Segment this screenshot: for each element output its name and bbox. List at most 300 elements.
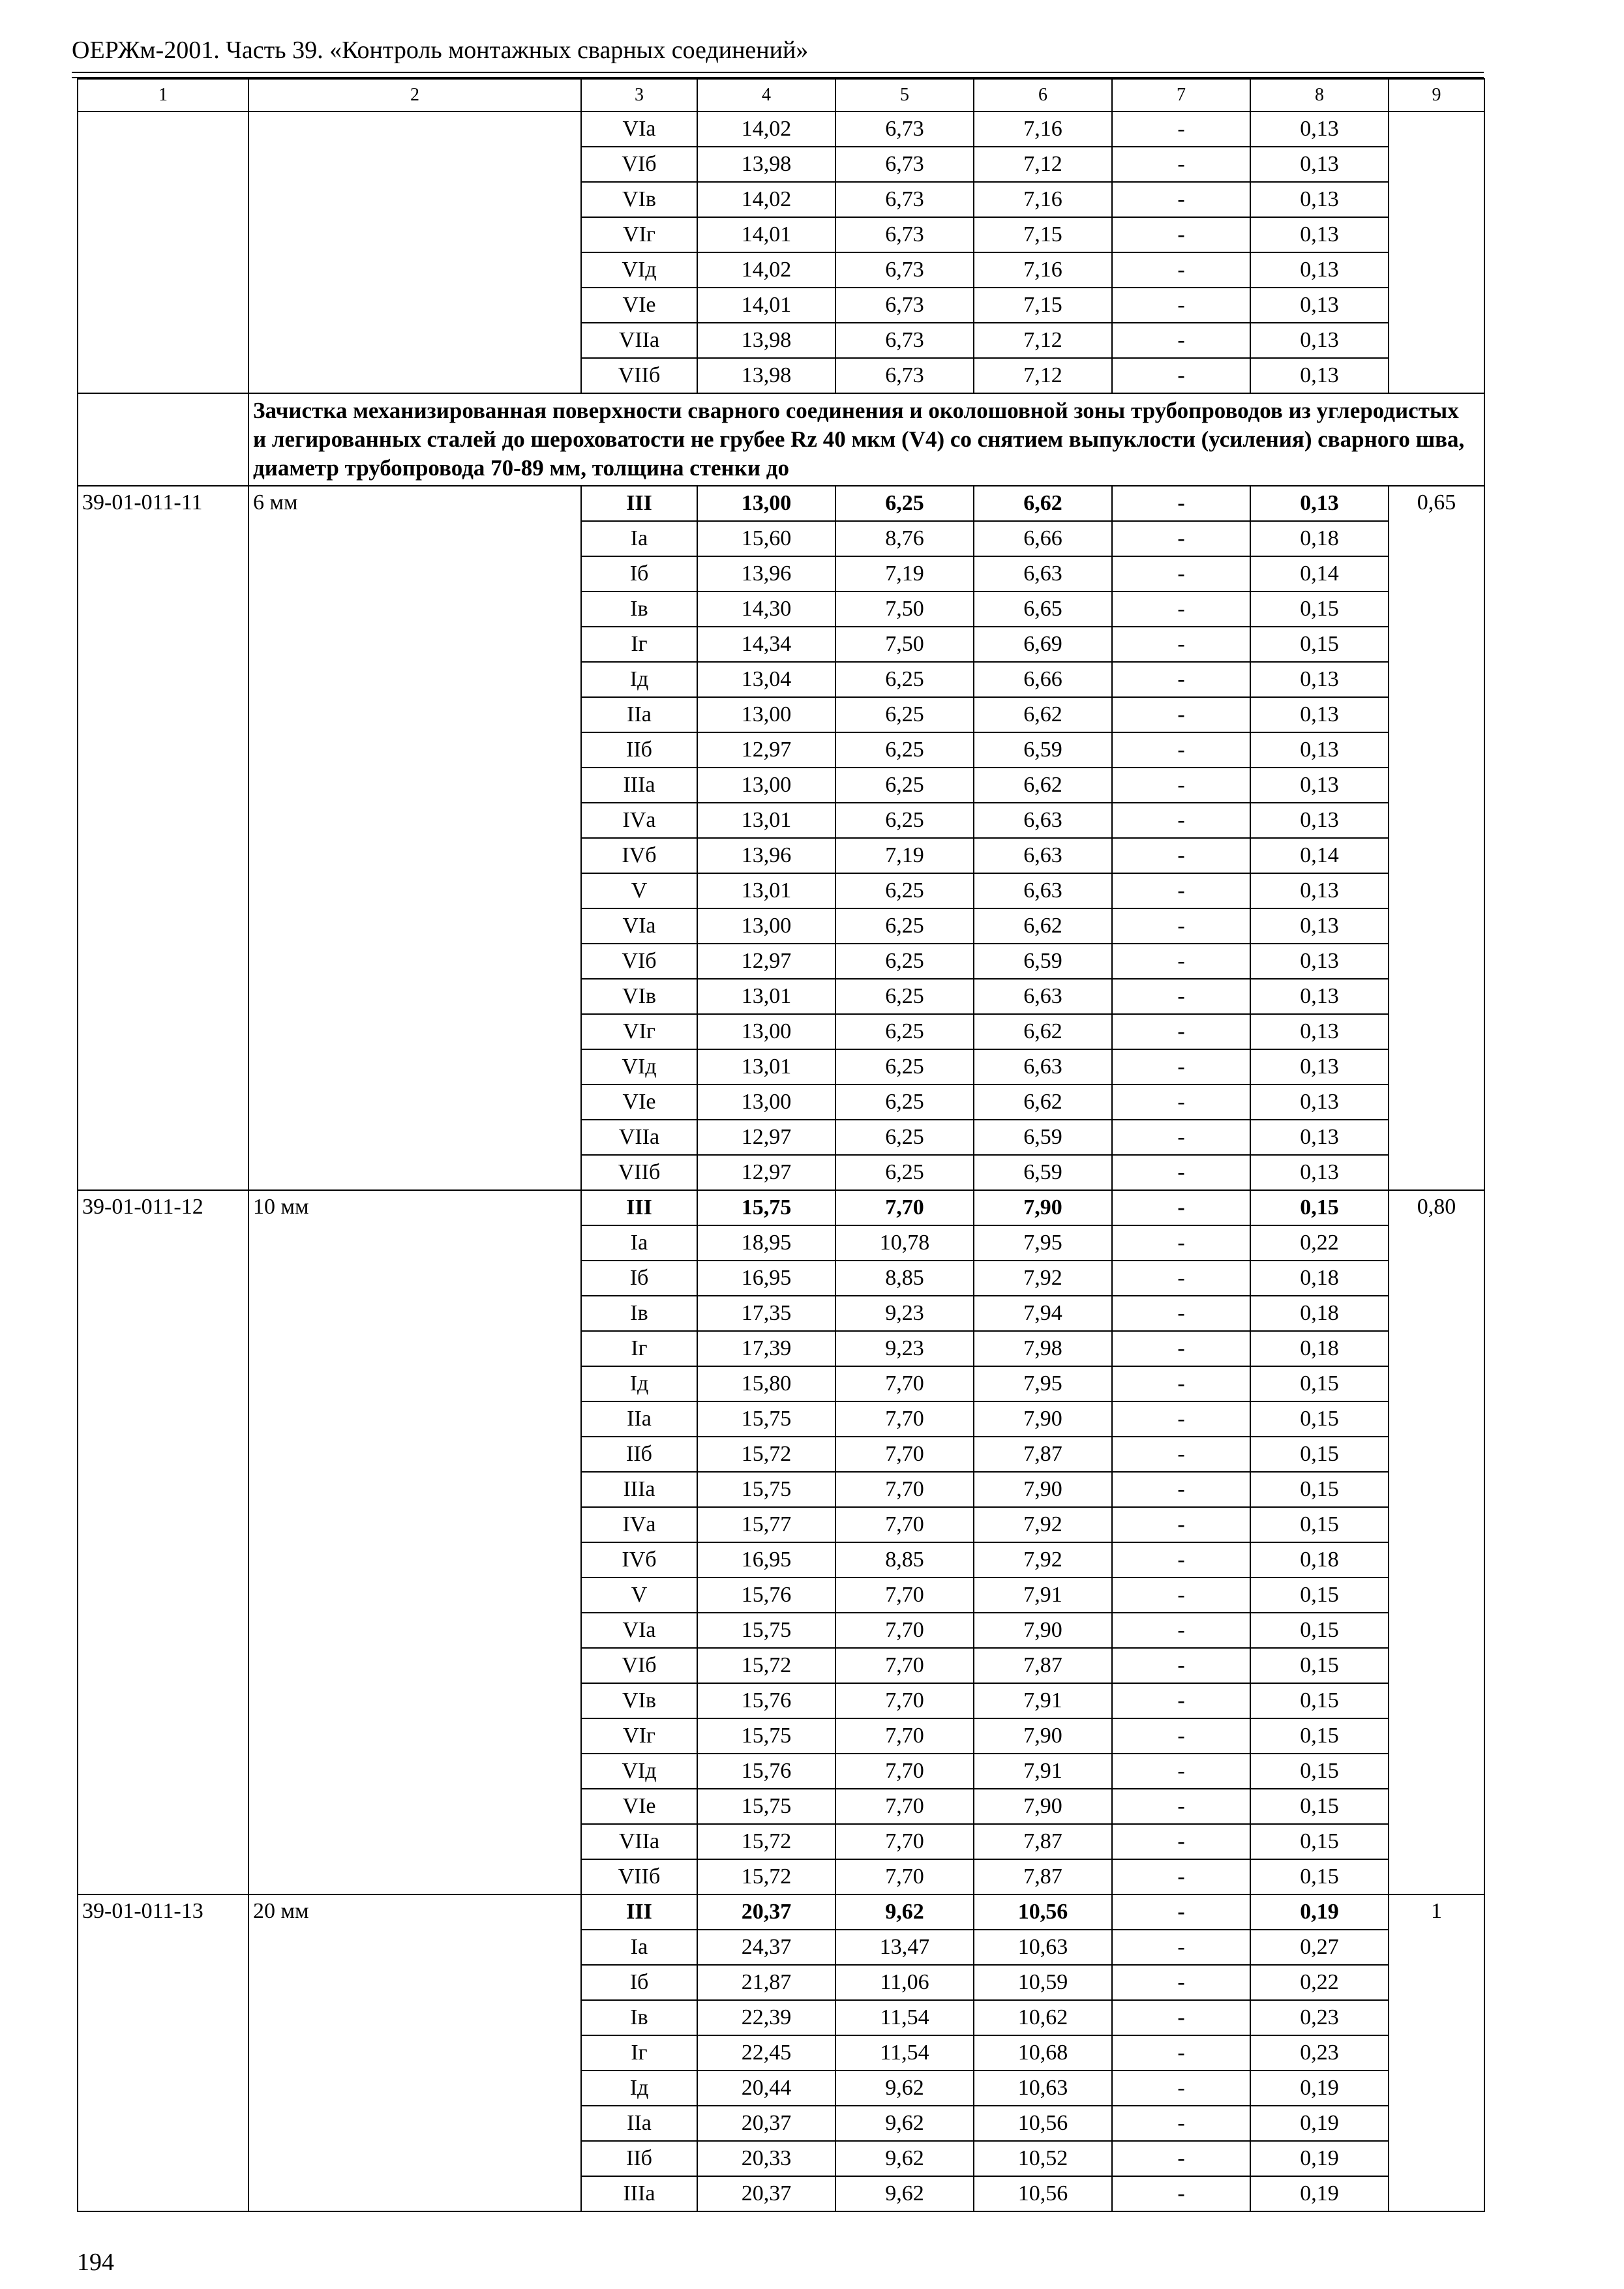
labor-cost: 6,25 [835,486,974,521]
rate-category: Iб [581,1261,697,1296]
column-number: 8 [1250,79,1389,112]
labor-cost: 7,70 [835,1824,974,1859]
section-empty-cell [78,393,248,486]
machine-cost: 6,62 [974,486,1112,521]
labor-hours: 0,13 [1250,1120,1389,1155]
material-cost: - [1112,1824,1250,1859]
labor-hours: 0,19 [1250,1894,1389,1930]
labor-hours: 0,13 [1250,979,1389,1014]
labor-hours: 0,13 [1250,908,1389,944]
labor-cost: 6,73 [835,147,974,182]
col9-value: 0,80 [1389,1190,1484,1894]
total-cost: 13,01 [697,979,835,1014]
machine-cost: 6,63 [974,1049,1112,1085]
labor-hours: 0,13 [1250,217,1389,252]
labor-cost: 6,25 [835,1120,974,1155]
labor-cost: 6,25 [835,768,974,803]
machine-cost: 7,95 [974,1225,1112,1261]
labor-cost: 7,70 [835,1437,974,1472]
labor-cost: 7,70 [835,1472,974,1507]
material-cost: - [1112,1225,1250,1261]
machine-cost: 7,98 [974,1331,1112,1366]
labor-cost: 6,25 [835,1155,974,1190]
machine-cost: 7,90 [974,1613,1112,1648]
machine-cost: 7,91 [974,1578,1112,1613]
labor-hours: 0,13 [1250,288,1389,323]
material-cost: - [1112,1683,1250,1718]
rate-category: Iд [581,2071,697,2106]
labor-cost: 8,85 [835,1261,974,1296]
total-cost: 14,02 [697,112,835,147]
labor-cost: 7,70 [835,1754,974,1789]
labor-hours: 0,13 [1250,112,1389,147]
rate-category: VIIб [581,358,697,393]
machine-cost: 6,59 [974,1120,1112,1155]
labor-hours: 0,15 [1250,591,1389,627]
labor-hours: 0,15 [1250,1824,1389,1859]
machine-cost: 7,90 [974,1789,1112,1824]
rate-category: IIIа [581,1472,697,1507]
labor-hours: 0,23 [1250,2000,1389,2035]
labor-hours: 0,13 [1250,486,1389,521]
rate-category: Iд [581,662,697,697]
labor-hours: 0,15 [1250,1648,1389,1683]
machine-cost: 10,63 [974,1930,1112,1965]
material-cost: - [1112,908,1250,944]
machine-cost: 7,90 [974,1718,1112,1754]
rate-category: IIа [581,2106,697,2141]
rate-category: VIIб [581,1155,697,1190]
rate-category: Iг [581,2035,697,2071]
total-cost: 22,45 [697,2035,835,2071]
rate-category: VIб [581,147,697,182]
labor-cost: 7,70 [835,1859,974,1894]
total-cost: 12,97 [697,732,835,768]
total-cost: 14,01 [697,217,835,252]
rate-category: VIг [581,1014,697,1049]
material-cost: - [1112,591,1250,627]
header-rule [72,72,1484,73]
rate-category: VIб [581,1648,697,1683]
rate-category: IIа [581,697,697,732]
material-cost: - [1112,2106,1250,2141]
rate-category: Iа [581,1225,697,1261]
labor-cost: 6,73 [835,252,974,288]
rate-code: 39-01-011-11 [78,486,248,1190]
machine-cost: 6,62 [974,768,1112,803]
labor-hours: 0,18 [1250,521,1389,556]
machine-cost: 6,69 [974,627,1112,662]
material-cost: - [1112,768,1250,803]
section-title: Зачистка механизированная поверхности сварного соединения и околошовной зоны трубопроводов из углеродистых и легированных сталей до шероховатости не грубее Rz 40 мкм (V4) со снятием выпуклости (усиления) сварного шва, диаметр трубопровода 70-89 мм, толщина стенки до [248,393,1484,486]
machine-cost: 10,52 [974,2141,1112,2176]
labor-hours: 0,13 [1250,1085,1389,1120]
labor-hours: 0,13 [1250,944,1389,979]
labor-cost: 9,23 [835,1296,974,1331]
labor-cost: 6,25 [835,697,974,732]
labor-hours: 0,15 [1250,1366,1389,1401]
machine-cost: 10,56 [974,1894,1112,1930]
labor-hours: 0,15 [1250,1613,1389,1648]
section-row [78,393,1484,486]
rate-category: IIIа [581,768,697,803]
rate-category: VIа [581,1613,697,1648]
column-number: 5 [835,79,974,112]
machine-cost: 6,66 [974,662,1112,697]
total-cost: 13,00 [697,908,835,944]
total-cost: 20,37 [697,1894,835,1930]
machine-cost: 6,62 [974,1085,1112,1120]
rate-category: VIа [581,908,697,944]
material-cost: - [1112,1789,1250,1824]
labor-hours: 0,13 [1250,732,1389,768]
labor-hours: 0,18 [1250,1331,1389,1366]
labor-hours: 0,13 [1250,252,1389,288]
column-number: 9 [1389,79,1484,112]
total-cost: 13,96 [697,556,835,591]
labor-cost: 6,73 [835,358,974,393]
labor-hours: 0,15 [1250,1718,1389,1754]
machine-cost: 7,12 [974,358,1112,393]
labor-cost: 9,62 [835,1894,974,1930]
machine-cost: 10,63 [974,2071,1112,2106]
rate-name: 20 мм [248,1894,581,2211]
total-cost: 20,37 [697,2176,835,2211]
labor-cost: 7,19 [835,838,974,873]
labor-cost: 6,25 [835,979,974,1014]
total-cost: 13,00 [697,1014,835,1049]
machine-cost: 10,59 [974,1965,1112,2000]
labor-hours: 0,13 [1250,1014,1389,1049]
total-cost: 13,01 [697,803,835,838]
total-cost: 14,30 [697,591,835,627]
column-number: 7 [1112,79,1250,112]
total-cost: 15,72 [697,1824,835,1859]
labor-hours: 0,13 [1250,768,1389,803]
material-cost: - [1112,1261,1250,1296]
labor-hours: 0,13 [1250,873,1389,908]
total-cost: 17,39 [697,1331,835,1366]
material-cost: - [1112,979,1250,1014]
material-cost: - [1112,1120,1250,1155]
labor-cost: 7,70 [835,1648,974,1683]
rate-category: VIг [581,217,697,252]
machine-cost: 10,56 [974,2176,1112,2211]
labor-cost: 7,70 [835,1366,974,1401]
total-cost: 14,01 [697,288,835,323]
labor-cost: 6,73 [835,182,974,217]
labor-hours: 0,22 [1250,1965,1389,2000]
material-cost: - [1112,521,1250,556]
total-cost: 15,75 [697,1190,835,1225]
rates-table [77,78,1485,2212]
material-cost: - [1112,1578,1250,1613]
col9-cell [1389,112,1484,393]
material-cost: - [1112,1401,1250,1437]
material-cost: - [1112,182,1250,217]
total-cost: 20,37 [697,2106,835,2141]
machine-cost: 6,65 [974,591,1112,627]
labor-cost: 7,70 [835,1578,974,1613]
total-cost: 14,34 [697,627,835,662]
machine-cost: 7,87 [974,1824,1112,1859]
material-cost: - [1112,252,1250,288]
material-cost: - [1112,2176,1250,2211]
material-cost: - [1112,288,1250,323]
material-cost: - [1112,1472,1250,1507]
total-cost: 15,75 [697,1401,835,1437]
rate-category: VIIа [581,1120,697,1155]
rate-category: Iв [581,591,697,627]
rate-category: Iб [581,556,697,591]
material-cost: - [1112,803,1250,838]
column-number: 1 [78,79,248,112]
labor-hours: 0,14 [1250,556,1389,591]
rate-category: VIв [581,182,697,217]
material-cost: - [1112,732,1250,768]
col9-value: 1 [1389,1894,1484,2211]
machine-cost: 7,87 [974,1648,1112,1683]
material-cost: - [1112,1190,1250,1225]
total-cost: 22,39 [697,2000,835,2035]
machine-cost: 7,16 [974,252,1112,288]
labor-cost: 6,73 [835,323,974,358]
total-cost: 21,87 [697,1965,835,2000]
machine-cost: 6,59 [974,732,1112,768]
rate-name: 6 мм [248,486,581,1190]
total-cost: 13,98 [697,323,835,358]
total-cost: 15,77 [697,1507,835,1542]
labor-hours: 0,13 [1250,182,1389,217]
machine-cost: 7,92 [974,1542,1112,1578]
machine-cost: 6,62 [974,1014,1112,1049]
rate-category: Iа [581,521,697,556]
machine-cost: 6,63 [974,838,1112,873]
labor-hours: 0,13 [1250,323,1389,358]
labor-cost: 6,25 [835,1049,974,1085]
labor-cost: 9,62 [835,2176,974,2211]
total-cost: 13,01 [697,1049,835,1085]
material-cost: - [1112,2071,1250,2106]
labor-cost: 9,62 [835,2141,974,2176]
rate-category: IVб [581,838,697,873]
machine-cost: 6,63 [974,979,1112,1014]
rate-category: VIг [581,1718,697,1754]
labor-cost: 13,47 [835,1930,974,1965]
rate-category: Iв [581,1296,697,1331]
labor-cost: 11,06 [835,1965,974,2000]
rate-category: IIб [581,2141,697,2176]
labor-cost: 11,54 [835,2035,974,2071]
machine-cost: 7,87 [974,1437,1112,1472]
column-number: 4 [697,79,835,112]
total-cost: 15,76 [697,1578,835,1613]
total-cost: 15,72 [697,1648,835,1683]
labor-cost: 6,25 [835,803,974,838]
rate-category: VIIа [581,1824,697,1859]
labor-cost: 6,25 [835,662,974,697]
total-cost: 15,72 [697,1859,835,1894]
material-cost: - [1112,323,1250,358]
material-cost: - [1112,217,1250,252]
labor-cost: 6,25 [835,944,974,979]
labor-cost: 8,76 [835,521,974,556]
machine-cost: 6,63 [974,803,1112,838]
total-cost: 13,98 [697,147,835,182]
machine-cost: 6,62 [974,908,1112,944]
total-cost: 16,95 [697,1261,835,1296]
material-cost: - [1112,1155,1250,1190]
machine-cost: 6,66 [974,521,1112,556]
labor-cost: 6,73 [835,112,974,147]
machine-cost: 7,12 [974,323,1112,358]
machine-cost: 6,59 [974,1155,1112,1190]
machine-cost: 6,63 [974,873,1112,908]
labor-hours: 0,13 [1250,697,1389,732]
material-cost: - [1112,697,1250,732]
machine-cost: 7,16 [974,112,1112,147]
labor-cost: 6,25 [835,1085,974,1120]
labor-cost: 7,70 [835,1683,974,1718]
material-cost: - [1112,1648,1250,1683]
total-cost: 15,80 [697,1366,835,1401]
total-cost: 13,00 [697,768,835,803]
total-cost: 17,35 [697,1296,835,1331]
name-cell [248,112,581,393]
total-cost: 13,00 [697,1085,835,1120]
material-cost: - [1112,1049,1250,1085]
material-cost: - [1112,662,1250,697]
machine-cost: 10,68 [974,2035,1112,2071]
material-cost: - [1112,1507,1250,1542]
labor-hours: 0,13 [1250,803,1389,838]
material-cost: - [1112,358,1250,393]
total-cost: 13,98 [697,358,835,393]
labor-cost: 6,73 [835,217,974,252]
machine-cost: 10,56 [974,2106,1112,2141]
rate-category: VIб [581,944,697,979]
total-cost: 15,75 [697,1472,835,1507]
total-cost: 13,00 [697,697,835,732]
rate-category: IIIа [581,2176,697,2211]
total-cost: 20,33 [697,2141,835,2176]
labor-hours: 0,23 [1250,2035,1389,2071]
rate-category: VIIа [581,323,697,358]
material-cost: - [1112,1894,1250,1930]
total-cost: 13,00 [697,486,835,521]
labor-hours: 0,15 [1250,1507,1389,1542]
table-row [78,1190,1484,1225]
rate-category: III [581,1190,697,1225]
material-cost: - [1112,1718,1250,1754]
rate-category: IIб [581,732,697,768]
total-cost: 12,97 [697,1120,835,1155]
labor-cost: 7,70 [835,1718,974,1754]
material-cost: - [1112,1859,1250,1894]
material-cost: - [1112,627,1250,662]
material-cost: - [1112,1613,1250,1648]
machine-cost: 7,91 [974,1754,1112,1789]
labor-hours: 0,18 [1250,1542,1389,1578]
rate-category: Iг [581,1331,697,1366]
total-cost: 13,01 [697,873,835,908]
labor-hours: 0,27 [1250,1930,1389,1965]
col9-value: 0,65 [1389,486,1484,1190]
rate-category: Iг [581,627,697,662]
column-number: 6 [974,79,1112,112]
labor-cost: 6,25 [835,873,974,908]
material-cost: - [1112,147,1250,182]
machine-cost: 7,94 [974,1296,1112,1331]
rate-code: 39-01-011-12 [78,1190,248,1894]
material-cost: - [1112,112,1250,147]
material-cost: - [1112,1542,1250,1578]
rate-category: VIв [581,1683,697,1718]
material-cost: - [1112,1754,1250,1789]
rate-category: III [581,486,697,521]
rate-category: VIе [581,1085,697,1120]
table-row [78,112,1484,147]
machine-cost: 7,90 [974,1401,1112,1437]
labor-cost: 6,25 [835,908,974,944]
material-cost: - [1112,944,1250,979]
labor-cost: 9,62 [835,2071,974,2106]
page-number: 194 [77,2249,114,2276]
material-cost: - [1112,1437,1250,1472]
labor-cost: 6,73 [835,288,974,323]
machine-cost: 7,90 [974,1190,1112,1225]
labor-hours: 0,15 [1250,627,1389,662]
material-cost: - [1112,2035,1250,2071]
machine-cost: 6,62 [974,697,1112,732]
rate-category: IVа [581,803,697,838]
labor-hours: 0,15 [1250,1683,1389,1718]
labor-cost: 6,25 [835,1014,974,1049]
labor-cost: 8,85 [835,1542,974,1578]
labor-cost: 7,70 [835,1190,974,1225]
total-cost: 18,95 [697,1225,835,1261]
rate-category: VIIб [581,1859,697,1894]
rate-code: 39-01-011-13 [78,1894,248,2211]
rate-category: Iб [581,1965,697,2000]
labor-hours: 0,14 [1250,838,1389,873]
total-cost: 15,75 [697,1789,835,1824]
rate-category: IIб [581,1437,697,1472]
labor-hours: 0,15 [1250,1578,1389,1613]
labor-hours: 0,13 [1250,1049,1389,1085]
machine-cost: 7,90 [974,1472,1112,1507]
total-cost: 15,75 [697,1718,835,1754]
rate-category: VIв [581,979,697,1014]
labor-cost: 7,50 [835,591,974,627]
table-row [78,1894,1484,1930]
machine-cost: 7,91 [974,1683,1112,1718]
labor-cost: 7,19 [835,556,974,591]
material-cost: - [1112,1331,1250,1366]
labor-hours: 0,15 [1250,1437,1389,1472]
total-cost: 15,72 [697,1437,835,1472]
material-cost: - [1112,486,1250,521]
labor-hours: 0,19 [1250,2106,1389,2141]
rate-category: Iв [581,2000,697,2035]
column-number: 2 [248,79,581,112]
material-cost: - [1112,2141,1250,2176]
total-cost: 12,97 [697,1155,835,1190]
machine-cost: 6,59 [974,944,1112,979]
rate-category: VIд [581,1754,697,1789]
machine-cost: 7,15 [974,217,1112,252]
material-cost: - [1112,2000,1250,2035]
